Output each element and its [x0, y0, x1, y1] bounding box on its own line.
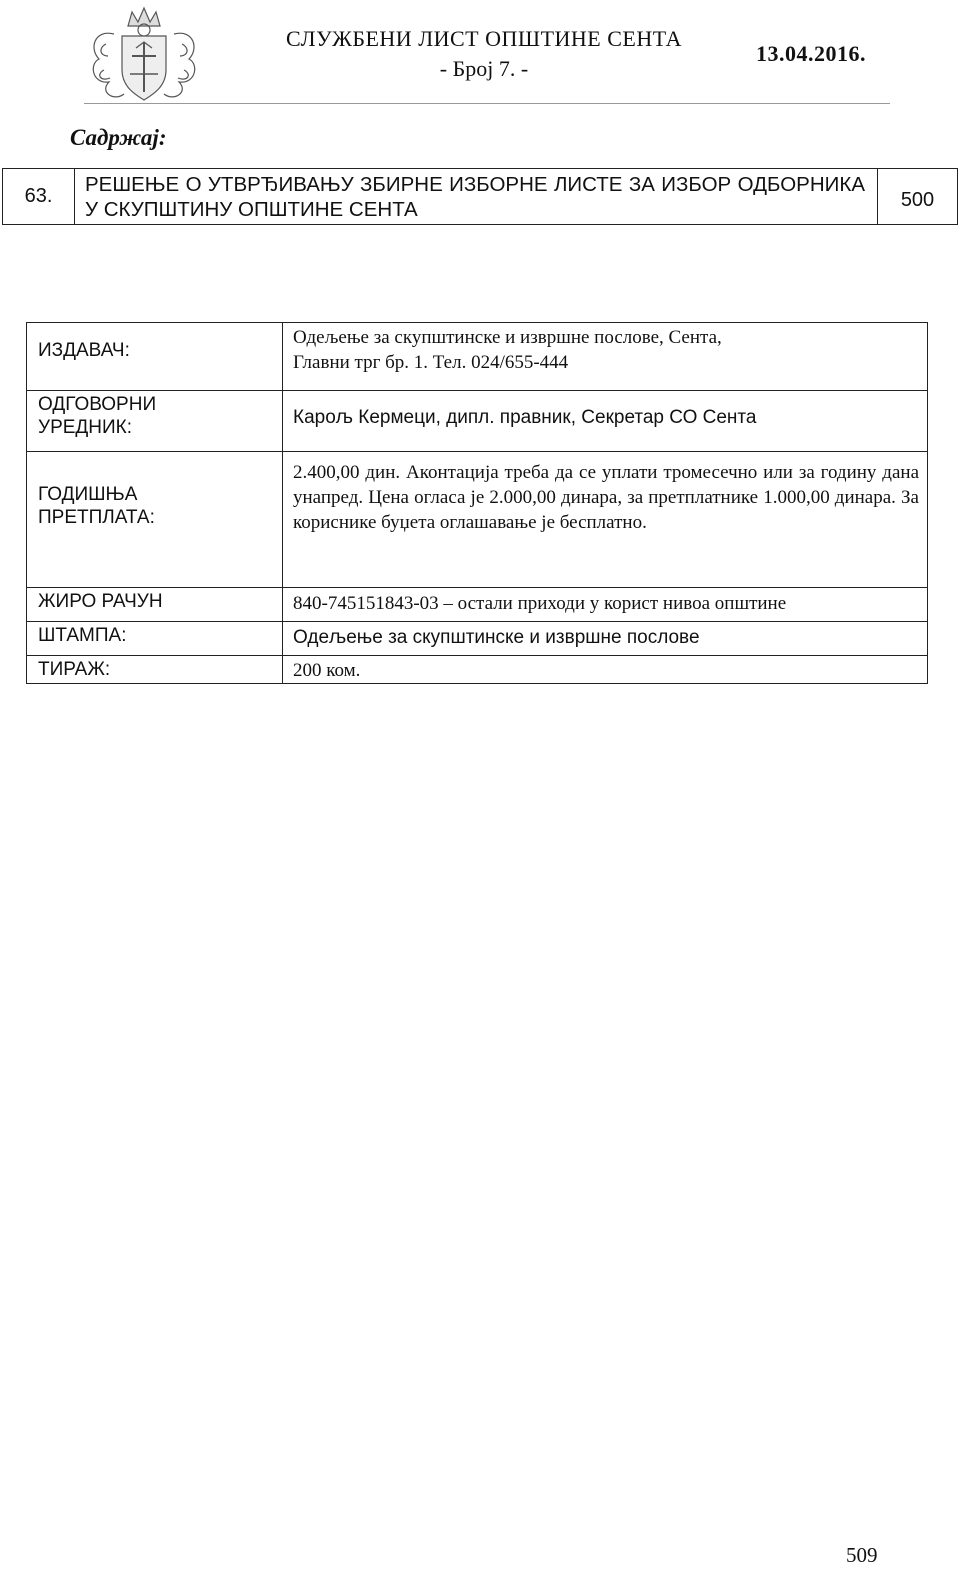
coat-of-arms-icon — [84, 4, 204, 106]
imprint-row-editor — [27, 391, 928, 452]
imprint-value-line: Одељење за скупштинске и извршне послове, Сента, — [293, 327, 722, 348]
imprint-label: ИЗДАВАЧ: — [27, 323, 283, 391]
contents-item-page: 500 — [878, 169, 958, 225]
page-number: 509 — [846, 1543, 878, 1567]
imprint-label-line: ПРЕТПЛАТА: — [38, 507, 155, 528]
imprint-label — [27, 452, 283, 588]
imprint-table — [26, 322, 928, 684]
imprint-row-subscription — [27, 452, 928, 588]
imprint-label: ЖИРО РАЧУН — [27, 588, 283, 622]
contents-table — [2, 168, 958, 225]
imprint-row-print-run — [27, 656, 928, 684]
imprint-label: ТИРАЖ: — [27, 656, 283, 684]
issue-number: - Број 7. - — [439, 56, 529, 81]
imprint-value: 200 ком. — [283, 656, 928, 684]
contents-item-number: 63. — [3, 169, 75, 225]
publication-title: СЛУЖБЕНИ ЛИСТ ОПШТИНЕ СЕНТА — [286, 26, 682, 51]
imprint-value: Карољ Кермеци, дипл. правник, Секретар СО Сента — [283, 391, 928, 452]
imprint-row-publisher — [27, 323, 928, 391]
imprint-label-line: ОДГОВОРНИ — [38, 394, 157, 415]
imprint-value: 840-745151843-03 – остали приходи у корист нивоа општине — [283, 588, 928, 622]
imprint-value: Одељење за скупштинске и извршне послове — [283, 622, 928, 656]
contents-item-title[interactable]: РЕШЕЊЕ О УТВРЂИВАЊУ ЗБИРНЕ ИЗБОРНЕ ЛИСТЕ ЗА ИЗБОР ОДБОРНИКА У СКУПШТИНУ ОПШТИНЕ СЕНТА — [75, 169, 878, 225]
contents-row — [3, 169, 958, 225]
issue-date: 13.04.2016. — [756, 41, 866, 66]
imprint-row-printing — [27, 622, 928, 656]
imprint-value — [283, 323, 928, 391]
imprint-row-giro-account — [27, 588, 928, 622]
imprint-label: ШТАМПА: — [27, 622, 283, 656]
contents-heading: Садржај: — [70, 125, 167, 150]
imprint-label-line: УРЕДНИК: — [38, 417, 133, 438]
imprint-value-line: Главни трг бр. 1. Тел. 024/655-444 — [293, 352, 569, 373]
imprint-value: 2.400,00 дин. Аконтација треба да се уплати тромесечно или за годину дана унапред. Цена огласа је 2.000,00 динара, за претплатнике 1.000,00 динара. За кориснике буџета оглашавање је бесплатно. — [283, 452, 928, 588]
imprint-label-line: ГОДИШЊА — [38, 484, 138, 505]
imprint-label — [27, 391, 283, 452]
header-divider — [84, 103, 890, 104]
